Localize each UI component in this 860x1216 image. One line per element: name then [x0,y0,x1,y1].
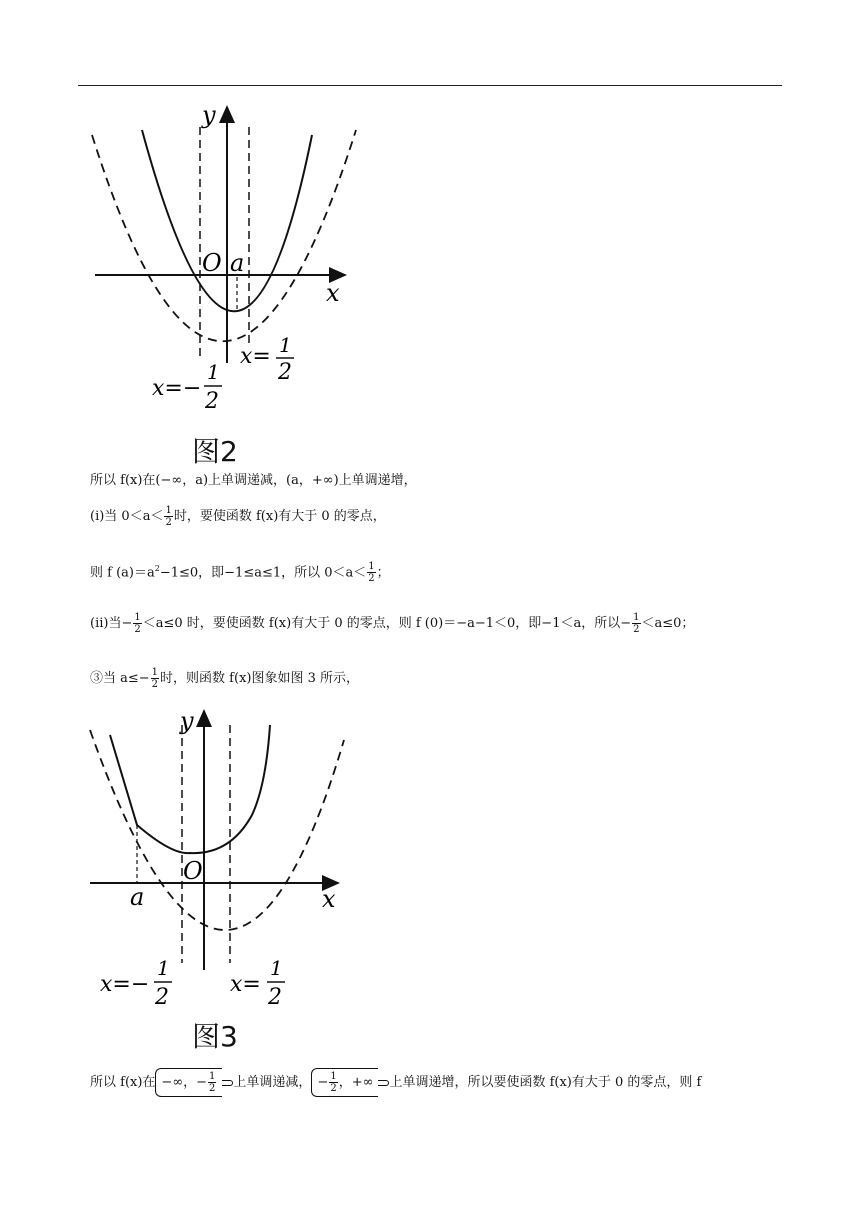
label-left-num: 1 [157,956,170,980]
solid-parabola [110,725,270,853]
label-right-den: 2 [278,360,292,385]
label-right-eq: x= [230,972,261,997]
figure-2-caption: 图2 [192,435,238,468]
label-y: y [180,707,194,735]
label-y: y [202,101,216,129]
label-left-den: 2 [205,389,219,414]
figure-3-caption: 图3 [192,1020,238,1053]
text-line-1: 所以 f(x)在(−∞，a)上单调递减，(a，+∞)上单调递增， [90,473,417,488]
label-right-num: 1 [279,333,292,357]
interval-right-open: − $\frac{1}{2}$ ，+∞ [311,1068,378,1097]
header-rule [78,85,782,86]
label-left-eq: x=− [100,972,150,997]
figure-2-graph [80,95,370,425]
label-a: a [130,883,145,911]
label-right-eq: x= [240,344,271,369]
interval-left-open: −∞，− $\frac{1}{2}$ [155,1068,222,1097]
label-origin: O [202,249,222,277]
dashed-parabola [90,730,344,930]
text-line-2: (ⅰ)当 0＜a＜ $\frac{1}{2}$ 时，要使函数 f(x)有大于 0 的零点， [90,505,386,528]
label-right-num: 1 [270,956,283,980]
label-origin: O [183,857,203,885]
label-left-eq: x=− [152,376,202,401]
label-x: x [322,885,336,913]
label-right-den: 2 [268,985,282,1010]
text-line-4: (ⅱ)当− $\frac{1}{2}$ ＜a≤0 时，要使函数 f(x)有大于 0 的零点，则 f (0)＝−a−1＜0，即−1＜a，所以− $\frac{1}{2}$ ＜a≤0； [90,612,695,635]
label-left-den: 2 [155,985,169,1010]
figure-3-graph [80,705,370,1015]
label-left-num: 1 [207,360,220,384]
text-line-5: ③当 a≤− $\frac{1}{2}$ 时，则函数 f(x)图象如图 3 所示， [90,667,360,690]
label-x: x [326,279,340,307]
fraction-half: $\frac{1}{2}$ [165,505,172,528]
text-line-3: 则 f $(a)=a^2-1\le 0$，即−1≤a≤1，所以 0＜a＜ $\frac{1}{2}$ ； [90,561,390,585]
label-a: a [230,249,245,277]
text-line-6: 所以 f(x)在 −∞，− $\frac{1}{2}$ 上单调递减， − $\frac{1}{2}$ ，+∞ 上单调递增，所以要使函数 f(x)有大于 0 的零点，则 f [90,1068,701,1097]
